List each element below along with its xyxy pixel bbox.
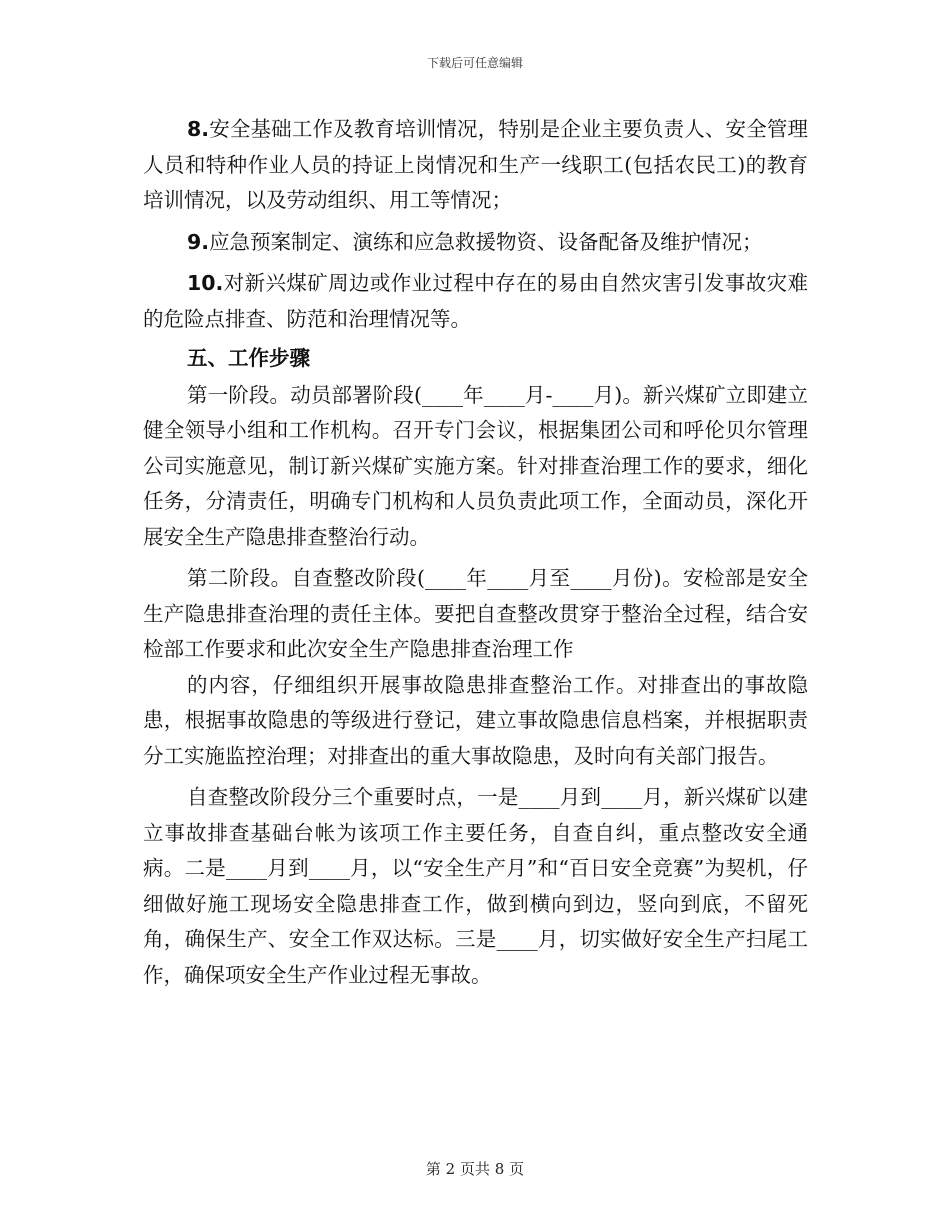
section-heading: 五、工作步骤: [187, 346, 310, 370]
page-header: 下载后可任意编辑: [426, 56, 523, 70]
paragraph-stage-two-continued: 的内容，仔细组织开展事故隐患排查整治工作。对排查出的事故隐患，根据事故隐患的等级进行登记，建立事故隐患信息档案，并根据职责分工实施监控治理；对排查出的重大事故隐患，及时向有关部门报告。: [143, 672, 808, 768]
paragraph-stage-two: 第二阶段。自查整改阶段(____年____月至____月份)。安检部是安全生产隐患排查治理的责任主体。要把自查整改贯穿于整治全过程，结合安检部工作要求和此次安全生产隐患排查治理工作: [143, 566, 808, 661]
paragraph-stage-one: 第一阶段。动员部署阶段(____年____月-____月)。新兴煤矿立即建立健全领导小组和工作机构。召开专门会议，根据集团公司和呼伦贝尔管理公司实施意见，制订新兴煤矿实施方案。针对排查治理工作的要求，细化任务，分清责任，明确专门机构和人员负责此项工作，全面动员，深化开展安全生产隐患排查整治行动。: [143, 382, 808, 549]
item-text: 对新兴煤矿周边或作业过程中存在的易由自然灾害引发事故灾难的危险点排查、防范和治理情况等。: [143, 271, 808, 331]
item-text: 应急预案制定、演练和应急救援物资、设备配备及维护情况；: [209, 229, 763, 254]
item-number: 9.: [187, 229, 210, 254]
page-footer: 第 2 页共 8 页: [425, 1160, 525, 1178]
paragraph-key-points: 自查整改阶段分三个重要时点，一是____月到____月，新兴煤矿以建立事故排查基础台帐为该项工作主要任务，自查自纠，重点整改安全通病。二是____月到____月，以“安全生产月”和“百日安全竞赛”为契机，仔细做好施工现场安全隐患排查工作，做到横向到边，竖向到底，不留死角，确保生产、安全工作双达标。三是____月，切实做好安全生产扫尾工作，确保项安全生产作业过程无事故。: [143, 785, 808, 987]
document-body: [143, 112, 808, 993]
item-number: 8.: [187, 117, 210, 141]
list-item-9: [143, 225, 808, 261]
list-item-10: [143, 266, 808, 337]
list-item-8: [143, 112, 808, 219]
item-text: 安全基础工作及教育培训情况，特别是企业主要负责人、安全管理人员和特种作业人员的持证上岗情况和生产一线职工(包括农民工)的教育培训情况，以及劳动组织、用工等情况；: [143, 117, 808, 212]
item-number: 10.: [187, 271, 224, 295]
